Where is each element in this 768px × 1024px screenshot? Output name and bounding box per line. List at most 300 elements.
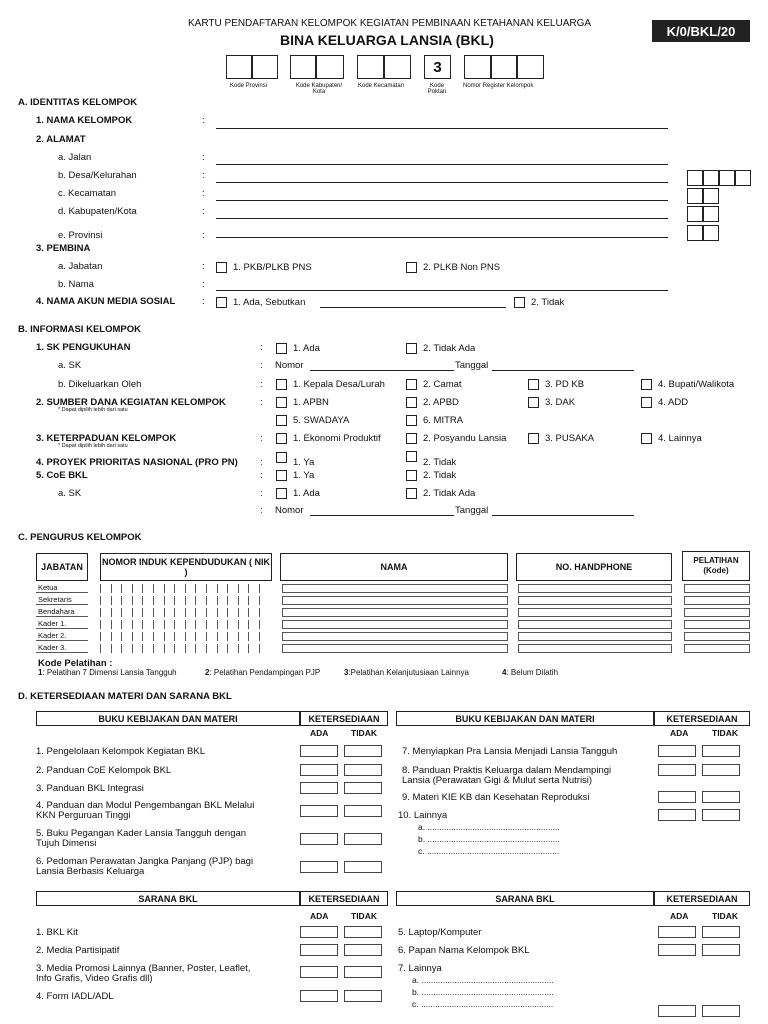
ada-checkbox[interactable]: [300, 805, 338, 817]
checkbox-sk-ada[interactable]: [276, 343, 287, 354]
nik-digit-divider: [132, 620, 133, 629]
checkbox-ekonomi[interactable]: [276, 433, 287, 444]
buku-item-8b: Lansia (Perawatan Gigi & Mulut serta Nutrisi): [402, 775, 593, 786]
col-handphone: NO. HANDPHONE: [516, 553, 672, 581]
nik-digit-divider: [185, 608, 186, 617]
nik-digit-divider: [185, 584, 186, 593]
tidak-checkbox[interactable]: [344, 926, 382, 938]
label-kode-provinsi: Kode Provinsi: [230, 83, 268, 89]
nik-digit-divider: [142, 644, 143, 653]
kode-poktan-box[interactable]: 3: [424, 55, 451, 79]
nik-digit-divider: [185, 596, 186, 605]
nik-digit-divider: [185, 632, 186, 641]
checkbox-posyandu[interactable]: [406, 433, 417, 444]
label-coe-sk: a. SK: [58, 488, 82, 499]
nik-digit-divider: [227, 644, 228, 653]
nik-digit-divider: [227, 620, 228, 629]
nik-digit-divider: [217, 644, 218, 653]
nik-digit-divider: [238, 584, 239, 593]
nik-digit-divider: [164, 608, 165, 617]
option-apbd: 2. APBD: [423, 397, 459, 408]
nik-digit-divider: [142, 632, 143, 641]
colon: :: [202, 261, 205, 272]
sarana-lainnya-b[interactable]: b. ........................................................: [412, 987, 554, 997]
ada-label: ADA: [670, 911, 689, 921]
nik-digit-divider: [185, 644, 186, 653]
ketersediaan-header-sarana-right: KETERSEDIAAN: [654, 891, 750, 906]
checkbox-mitra[interactable]: [406, 415, 417, 426]
option-coe-tidak: 2. Tidak: [423, 470, 457, 481]
label-desa: b. Desa/Kelurahan: [58, 170, 137, 181]
nik-digit-divider: [206, 608, 207, 617]
nama-input[interactable]: [282, 620, 508, 629]
handphone-input[interactable]: [518, 644, 672, 653]
option-dak: 3. DAK: [545, 397, 576, 408]
checkbox-pd-kb[interactable]: [528, 379, 539, 390]
nik-digit-divider: [142, 608, 143, 617]
checkbox-pusaka[interactable]: [528, 433, 539, 444]
pengurus-row-label: Bendahara: [38, 607, 75, 616]
sarana-header-left: SARANA BKL: [36, 891, 300, 906]
option-lainnya: 4. Lainnya: [658, 433, 702, 444]
colon: :: [260, 360, 263, 371]
label-kecamatan: c. Kecamatan: [58, 188, 117, 199]
pelatihan-input[interactable]: [684, 596, 750, 605]
tidak-checkbox[interactable]: [702, 926, 740, 938]
handphone-input[interactable]: [518, 596, 672, 605]
nik-digit-divider: [111, 644, 112, 653]
legend-num: 1: [38, 668, 43, 677]
option-sk-ada: 1. Ada: [293, 343, 320, 354]
nik-digit-divider: [100, 632, 101, 641]
nik-digit-divider: [142, 596, 143, 605]
nik-digit-divider: [259, 632, 260, 641]
legend-item-4: [502, 668, 558, 677]
option-sk-tidak-ada: 2. Tidak Ada: [423, 343, 476, 354]
nik-digit-divider: [153, 620, 154, 629]
nik-digit-divider: [217, 584, 218, 593]
label-akun-medsos: 4. NAMA AKUN MEDIA SOSIAL: [36, 296, 176, 307]
nik-digit-divider: [238, 632, 239, 641]
checkbox-bupati[interactable]: [641, 379, 652, 390]
nama-input[interactable]: [282, 608, 508, 617]
checkbox-kepala-desa[interactable]: [276, 379, 287, 390]
buku-item-8: 8. Panduan Praktis Keluarga dalam Mendampingi: [402, 765, 612, 776]
buku-item-5: 5. Buku Pegangan Kader Lansia Tangguh dengan: [36, 828, 247, 839]
tidak-checkbox[interactable]: [702, 764, 740, 776]
nik-digit-divider: [259, 620, 260, 629]
nik-digit-divider: [100, 620, 101, 629]
nik-digit-divider: [111, 632, 112, 641]
colon: :: [202, 152, 205, 163]
ada-checkbox[interactable]: [658, 926, 696, 938]
label-pembina: 3. PEMBINA: [36, 243, 91, 254]
ada-checkbox[interactable]: [300, 966, 338, 978]
legend-text: : Belum Dilatih: [506, 668, 559, 677]
nik-input[interactable]: [100, 632, 272, 641]
desa-field[interactable]: [216, 182, 668, 183]
ada-checkbox[interactable]: [300, 990, 338, 1002]
pelatihan-input[interactable]: [684, 620, 750, 629]
tidak-checkbox[interactable]: [344, 745, 382, 757]
ada-checkbox[interactable]: [300, 861, 338, 873]
nik-digit-divider: [238, 596, 239, 605]
option-posyandu: 2. Posyandu Lansia: [423, 433, 507, 444]
nik-digit-divider: [248, 620, 249, 629]
buku-lainnya-b[interactable]: b. ........................................................: [418, 834, 560, 844]
checkbox-coe-tidak[interactable]: [406, 470, 417, 481]
nik-digit-divider: [206, 632, 207, 641]
pelatihan-input[interactable]: [684, 584, 750, 593]
option-ekonomi: 1. Ekonomi Produktif: [293, 433, 381, 444]
nik-digit-divider: [195, 644, 196, 653]
tidak-label: TIDAK: [712, 911, 738, 921]
option-pd-kb: 3. PD KB: [545, 379, 585, 390]
checkbox-coe-ya[interactable]: [276, 470, 287, 481]
option-add: 4. ADD: [658, 397, 689, 408]
note-dapat-dipilih-2: * Dapat dipilih lebih dari satu: [58, 443, 128, 449]
kecamatan-field[interactable]: [216, 200, 668, 201]
option-kepala-desa: 1. Kepala Desa/Lurah: [293, 379, 385, 390]
nik-digit-divider: [174, 584, 175, 593]
label-a-sk: a. SK: [58, 360, 82, 371]
jabatan-cell: [36, 596, 88, 605]
option-bupati: 4. Bupati/Walikota: [658, 379, 735, 390]
option-proyek-tidak: 2. Tidak: [423, 457, 457, 468]
nik-digit-divider: [111, 584, 112, 593]
tidak-checkbox[interactable]: [702, 809, 740, 821]
label-keterpaduan: 3. KETERPADUAN KELOMPOK: [36, 433, 177, 444]
colon: :: [260, 505, 263, 516]
label-coe-nomor: Nomor: [275, 505, 304, 516]
tidak-checkbox[interactable]: [344, 782, 382, 794]
section-b-title: B. INFORMASI KELOMPOK: [18, 324, 141, 335]
jabatan-cell: [36, 644, 88, 653]
nik-input[interactable]: [100, 620, 272, 629]
nik-digit-divider: [164, 644, 165, 653]
buku-item-6b: Lansia Berbasis Keluarga: [36, 866, 145, 877]
nik-digit-divider: [132, 644, 133, 653]
nik-digit-divider: [195, 584, 196, 593]
nik-digit-divider: [121, 584, 122, 593]
colon: :: [202, 230, 205, 241]
option-apbn: 1. APBN: [293, 397, 329, 408]
coe-tanggal-field[interactable]: [492, 515, 634, 516]
ada-checkbox[interactable]: [658, 1005, 696, 1017]
checkbox-add[interactable]: [641, 397, 652, 408]
sarana-item-1: 1. BKL Kit: [36, 927, 78, 938]
nik-digit-divider: [174, 644, 175, 653]
buku-item-6: 6. Pedoman Perawatan Jangka Panjang (PJP) bagi: [36, 856, 254, 867]
option-swadaya: 5. SWADAYA: [293, 415, 350, 426]
legend-num: 3: [344, 668, 349, 677]
coe-nomor-field[interactable]: [310, 515, 454, 516]
colon: :: [202, 206, 205, 217]
sarana-header-right: SARANA BKL: [396, 891, 654, 906]
label-dikeluarkan: b. Dikeluarkan Oleh: [58, 379, 142, 390]
sarana-lainnya-c[interactable]: c. ........................................................: [412, 999, 554, 1009]
buku-item-4: 4. Panduan dan Modul Pengembangan BKL Melalui: [36, 800, 255, 811]
nik-digit-divider: [121, 620, 122, 629]
nik-digit-divider: [238, 620, 239, 629]
legend-item-3: [344, 668, 469, 677]
sarana-lainnya-a[interactable]: a. ........................................................: [412, 975, 554, 985]
nik-digit-divider: [206, 644, 207, 653]
sk-nomor-field[interactable]: [310, 370, 454, 371]
jalan-field[interactable]: [216, 164, 668, 165]
nik-digit-divider: [227, 584, 228, 593]
nama-kelompok-field[interactable]: [216, 128, 668, 129]
nama-input[interactable]: [282, 596, 508, 605]
checkbox-coe-sk-ada[interactable]: [276, 488, 287, 499]
checkbox-swadaya[interactable]: [276, 415, 287, 426]
checkbox-dak[interactable]: [528, 397, 539, 408]
ada-checkbox[interactable]: [658, 791, 696, 803]
pengurus-row-label: Sekretaris: [38, 595, 72, 604]
nik-digit-divider: [174, 632, 175, 641]
legend-num: 2: [205, 668, 210, 677]
nik-digit-divider: [248, 632, 249, 641]
nik-input[interactable]: [100, 644, 272, 653]
nik-digit-divider: [164, 632, 165, 641]
colon: :: [260, 342, 263, 353]
colon: :: [202, 115, 205, 126]
checkbox-pkb-pns[interactable]: [216, 262, 227, 273]
checkbox-apbd[interactable]: [406, 397, 417, 408]
nik-digit-divider: [153, 608, 154, 617]
tidak-label: TIDAK: [712, 728, 738, 738]
nik-digit-divider: [248, 644, 249, 653]
label-kode-kecamatan: Kode Kecamatan: [358, 83, 405, 89]
nik-digit-divider: [259, 608, 260, 617]
nik-digit-divider: [164, 596, 165, 605]
checkbox-plkb-non-pns[interactable]: [406, 262, 417, 273]
col-nama: NAMA: [280, 553, 508, 581]
form-code-badge: K/0/BKL/20: [652, 20, 750, 42]
nik-digit-divider: [142, 620, 143, 629]
buku-item-3: 3. Panduan BKL Integrasi: [36, 783, 144, 794]
colon: :: [260, 470, 263, 481]
buku-item-5b: Tujuh Dimensi: [36, 838, 97, 849]
colon: :: [260, 433, 263, 444]
nik-digit-divider: [121, 596, 122, 605]
nik-digit-divider: [111, 608, 112, 617]
ada-checkbox[interactable]: [300, 926, 338, 938]
tidak-checkbox[interactable]: [702, 745, 740, 757]
legend-text: : Pelatihan 7 Dimensi Lansia Tangguh: [42, 668, 177, 677]
label-jabatan: a. Jabatan: [58, 261, 103, 272]
checkbox-apbn[interactable]: [276, 397, 287, 408]
nik-digit-divider: [195, 596, 196, 605]
nik-digit-divider: [164, 584, 165, 593]
option-coe-ya: 1. Ya: [293, 470, 315, 481]
tidak-label: TIDAK: [351, 911, 377, 921]
nik-digit-divider: [174, 596, 175, 605]
buku-item-9: 9. Materi KIE KB dan Kesehatan Reproduksi: [402, 792, 590, 803]
nik-digit-divider: [185, 620, 186, 629]
checkbox-camat[interactable]: [406, 379, 417, 390]
checkbox-lainnya[interactable]: [641, 433, 652, 444]
nik-digit-divider: [217, 596, 218, 605]
nik-digit-divider: [227, 608, 228, 617]
pelatihan-input[interactable]: [684, 632, 750, 641]
option-pusaka: 3. PUSAKA: [545, 433, 595, 444]
label-nama-pembina: b. Nama: [58, 279, 94, 290]
colon: :: [202, 279, 205, 290]
handphone-input[interactable]: [518, 584, 672, 593]
pengurus-row-label: Ketua: [38, 583, 58, 592]
section-d-title: D. KETERSEDIAAN MATERI DAN SARANA BKL: [18, 691, 232, 702]
label-kode-poktan: Kode Poktan: [427, 83, 447, 95]
nik-digit-divider: [164, 620, 165, 629]
kabupaten-field[interactable]: [216, 218, 668, 219]
legend-num: 4: [502, 668, 507, 677]
nama-input[interactable]: [282, 632, 508, 641]
checkbox-proyek-tidak[interactable]: [406, 451, 417, 462]
label-proyek: 4. PROYEK PRIORITAS NASIONAL (PRO PN): [36, 457, 238, 468]
ada-checkbox[interactable]: [300, 764, 338, 776]
nik-digit-divider: [195, 608, 196, 617]
ketersediaan-header-right: KETERSEDIAAN: [654, 711, 750, 726]
nama-input[interactable]: [282, 644, 508, 653]
colon: :: [202, 296, 205, 307]
colon: :: [260, 457, 263, 468]
legend-text: :Pelatihan Kelanjutusiaan Lainnya: [348, 668, 469, 677]
section-a-title: A. IDENTITAS KELOMPOK: [18, 97, 138, 108]
provinsi-field[interactable]: [216, 237, 668, 238]
ada-label: ADA: [670, 728, 689, 738]
tidak-checkbox[interactable]: [344, 764, 382, 776]
tidak-checkbox[interactable]: [344, 805, 382, 817]
tidak-checkbox[interactable]: [344, 861, 382, 873]
checkbox-coe-sk-tidak[interactable]: [406, 488, 417, 499]
buku-item-1: 1. Pengelolaan Kelompok Kegiatan BKL: [36, 746, 206, 757]
option-pkb-pns: 1. PKB/PLKB PNS: [233, 262, 312, 273]
sarana-item-2: 2. Media Partisipatif: [36, 945, 120, 956]
nik-digit-divider: [100, 608, 101, 617]
tidak-checkbox[interactable]: [344, 944, 382, 956]
nama-pembina-field[interactable]: [216, 290, 668, 291]
nik-digit-divider: [238, 644, 239, 653]
ada-checkbox[interactable]: [300, 745, 338, 757]
ada-checkbox[interactable]: [300, 833, 338, 845]
tidak-label: TIDAK: [351, 728, 377, 738]
main-title: BINA KELUARGA LANSIA (BKL): [280, 32, 494, 48]
nik-digit-divider: [248, 596, 249, 605]
tidak-checkbox[interactable]: [702, 791, 740, 803]
ketersediaan-header-sarana-left: KETERSEDIAAN: [300, 891, 388, 906]
option-proyek-ya: 1. Ya: [293, 457, 315, 468]
sarana-item-5: 5. Laptop/Komputer: [398, 927, 482, 938]
label-sk-pengukuhan: 1. SK PENGUKUHAN: [36, 342, 131, 353]
buku-lainnya-a[interactable]: a. ........................................................: [418, 822, 560, 832]
colon: :: [260, 488, 263, 499]
colon: :: [202, 188, 205, 199]
pengurus-row-label: Kader 2.: [38, 631, 67, 640]
sarana-item-3b: Info Grafis, Video Grafis dll): [36, 973, 153, 984]
nama-input[interactable]: [282, 584, 508, 593]
nik-digit-divider: [121, 632, 122, 641]
nik-digit-divider: [248, 584, 249, 593]
col-jabatan: JABATAN: [36, 553, 88, 581]
nik-digit-divider: [132, 608, 133, 617]
colon: :: [260, 379, 263, 390]
legend-item-1: [38, 668, 177, 677]
ketersediaan-header-left: KETERSEDIAAN: [300, 711, 388, 726]
nik-digit-divider: [153, 596, 154, 605]
kode-pelatihan-label: Kode Pelatihan :: [38, 658, 113, 669]
colon: :: [260, 397, 263, 408]
buku-header-left: BUKU KEBIJAKAN DAN MATERI: [36, 711, 300, 726]
buku-item-4b: KKN Perguruan Tinggi: [36, 810, 131, 821]
nik-digit-divider: [121, 644, 122, 653]
handphone-input[interactable]: [518, 620, 672, 629]
nik-digit-divider: [259, 596, 260, 605]
pengurus-row-label: Kader 3.: [38, 643, 67, 652]
nik-digit-divider: [121, 608, 122, 617]
nik-input[interactable]: [100, 584, 272, 593]
nik-input[interactable]: [100, 608, 272, 617]
ada-checkbox[interactable]: [658, 809, 696, 821]
ada-checkbox[interactable]: [658, 764, 696, 776]
nik-digit-divider: [111, 620, 112, 629]
ada-checkbox[interactable]: [658, 944, 696, 956]
nik-digit-divider: [132, 584, 133, 593]
nik-digit-divider: [206, 584, 207, 593]
tidak-checkbox[interactable]: [344, 833, 382, 845]
top-title: KARTU PENDAFTARAN KELOMPOK KEGIATAN PEMBINAAN KETAHANAN KELUARGA: [188, 18, 592, 29]
tidak-checkbox[interactable]: [344, 966, 382, 978]
nik-digit-divider: [259, 584, 260, 593]
option-medsos-ada: 1. Ada, Sebutkan: [233, 297, 306, 308]
label-coe: 5. CoE BKL: [36, 470, 88, 481]
legend-item-2: [205, 668, 320, 677]
checkbox-proyek-ya[interactable]: [276, 452, 287, 463]
tidak-checkbox[interactable]: [702, 1005, 740, 1017]
buku-lainnya-c[interactable]: c. ........................................................: [418, 846, 560, 856]
handphone-input[interactable]: [518, 632, 672, 641]
ada-checkbox[interactable]: [300, 944, 338, 956]
legend-text: : Pelatihan Pendampingan PJP: [209, 668, 321, 677]
label-provinsi: e. Provinsi: [58, 230, 103, 241]
nik-digit-divider: [153, 632, 154, 641]
nik-digit-divider: [142, 584, 143, 593]
nik-digit-divider: [248, 608, 249, 617]
tidak-checkbox[interactable]: [702, 944, 740, 956]
medsos-name-field[interactable]: [320, 307, 506, 308]
pelatihan-input[interactable]: [684, 644, 750, 653]
nik-digit-divider: [227, 632, 228, 641]
label-kabupaten: d. Kabupaten/Kota: [58, 206, 137, 217]
nik-input[interactable]: [100, 596, 272, 605]
ada-checkbox[interactable]: [658, 745, 696, 757]
jabatan-cell: [36, 632, 88, 641]
jabatan-cell: [36, 620, 88, 629]
ada-label: ADA: [310, 728, 329, 738]
checkbox-sk-tidak-ada[interactable]: [406, 343, 417, 354]
ada-checkbox[interactable]: [300, 782, 338, 794]
handphone-input[interactable]: [518, 608, 672, 617]
label-tanggal: Tanggal: [455, 360, 489, 371]
checkbox-medsos-ada[interactable]: [216, 297, 227, 308]
option-coe-sk-ada: 1. Ada: [293, 488, 320, 499]
tidak-checkbox[interactable]: [344, 990, 382, 1002]
label-nama-kelompok: 1. NAMA KELOMPOK: [36, 115, 133, 126]
sk-tanggal-field[interactable]: [492, 370, 634, 371]
checkbox-medsos-tidak[interactable]: [514, 297, 525, 308]
pelatihan-input[interactable]: [684, 608, 750, 617]
nik-digit-divider: [259, 644, 260, 653]
